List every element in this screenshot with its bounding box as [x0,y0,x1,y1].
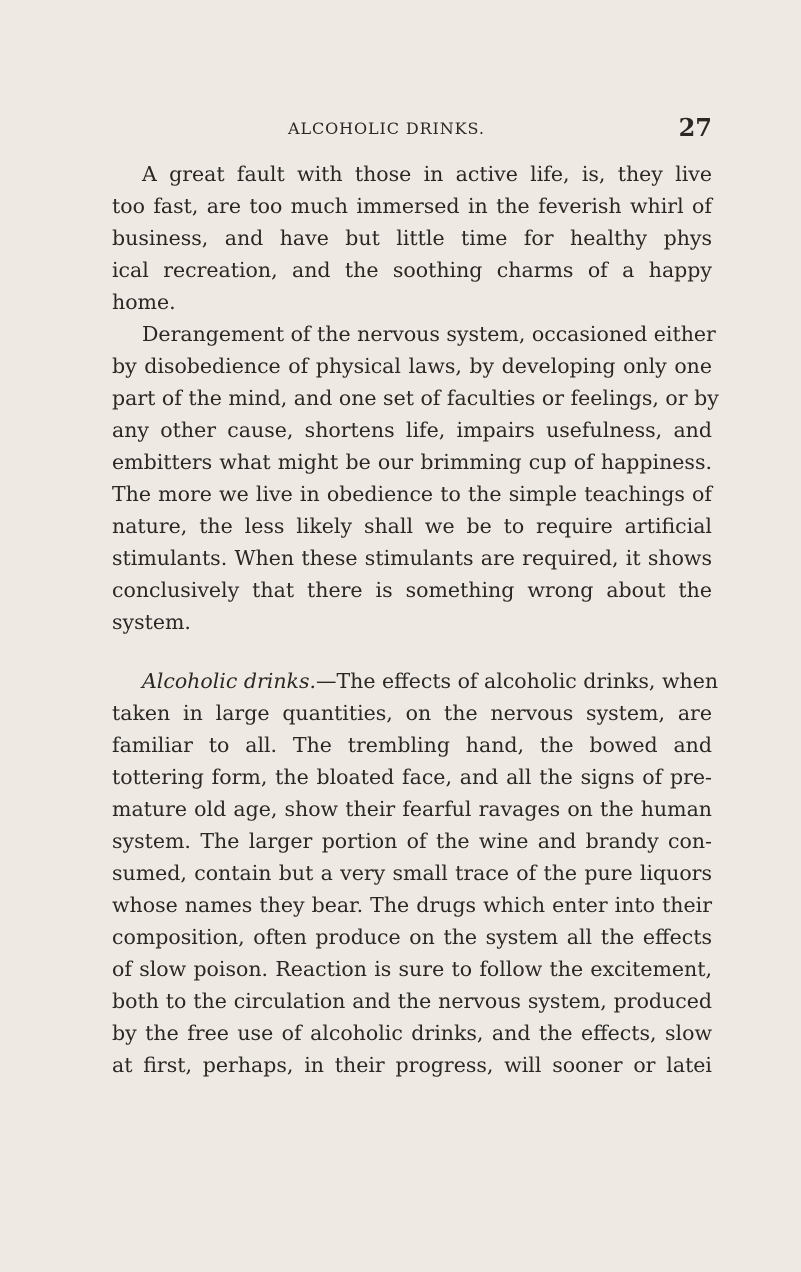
section-gap [112,638,712,665]
text-line: Derangement of the nervous system, occasioned either [142,322,716,346]
text-line: sumed, contain but a very small trace of the pure liquors [112,861,712,885]
heading-continuation: —The effects of alcoholic drinks, when [315,669,719,693]
text-line: by the free use of alcoholic drinks, and the effects, slow [112,1021,712,1045]
page-number: 27 [678,113,712,142]
text-line: conclusively that there is something wrong about the [112,578,712,602]
running-title: ALCOHOLIC DRINKS. [288,119,485,138]
text-line: embitters what might be our brimming cup of happiness. [112,450,712,474]
text-line: A great fault with those in active life, is, they live [142,162,712,186]
text-line: stimulants. When these stimulants are required, it shows [112,546,712,570]
body-text [112,158,719,1081]
text-line: system. The larger portion of the wine and brandy con- [112,829,712,853]
text-line: by disobedience of physical laws, by developing only one [112,354,712,378]
text-line: The more we live in obedience to the simple teachings of [112,482,712,506]
text-line: taken in large quantities, on the nervous system, are [112,701,712,725]
text-line: composition, often produce on the system all the effects [112,925,712,949]
paragraph [112,158,712,318]
text-line: system. [112,610,191,634]
text-line: ical recreation, and the soothing charms of a happy [112,258,712,282]
text-line: home. [112,290,176,314]
text-line: too fast, are too much immersed in the feverish whirl of [112,194,712,218]
text-line: tottering form, the bloated face, and all the signs of pre- [112,765,712,789]
section-heading: Alcoholic drinks. [142,669,316,693]
text-line: whose names they bear. The drugs which enter into their [112,893,712,917]
text-line: familiar to all. The trembling hand, the bowed and [112,733,712,757]
running-head [112,113,712,143]
text-line: at first, perhaps, in their progress, will sooner or latei [112,1053,712,1077]
paragraph [112,665,719,1081]
text-line: any other cause, shortens life, impairs usefulness, and [112,418,712,442]
text-line: of slow poison. Reaction is sure to follow the excitement, [112,957,712,981]
text-line: both to the circulation and the nervous system, produced [112,989,712,1013]
text-line: business, and have but little time for healthy phys [112,226,712,250]
text-line: nature, the less likely shall we be to require artificial [112,514,712,538]
text-line: mature old age, show their fearful ravages on the human [112,797,712,821]
text-line: part of the mind, and one set of faculties or feelings, or by [112,386,719,410]
text-line [112,665,719,697]
paragraph [112,318,719,638]
